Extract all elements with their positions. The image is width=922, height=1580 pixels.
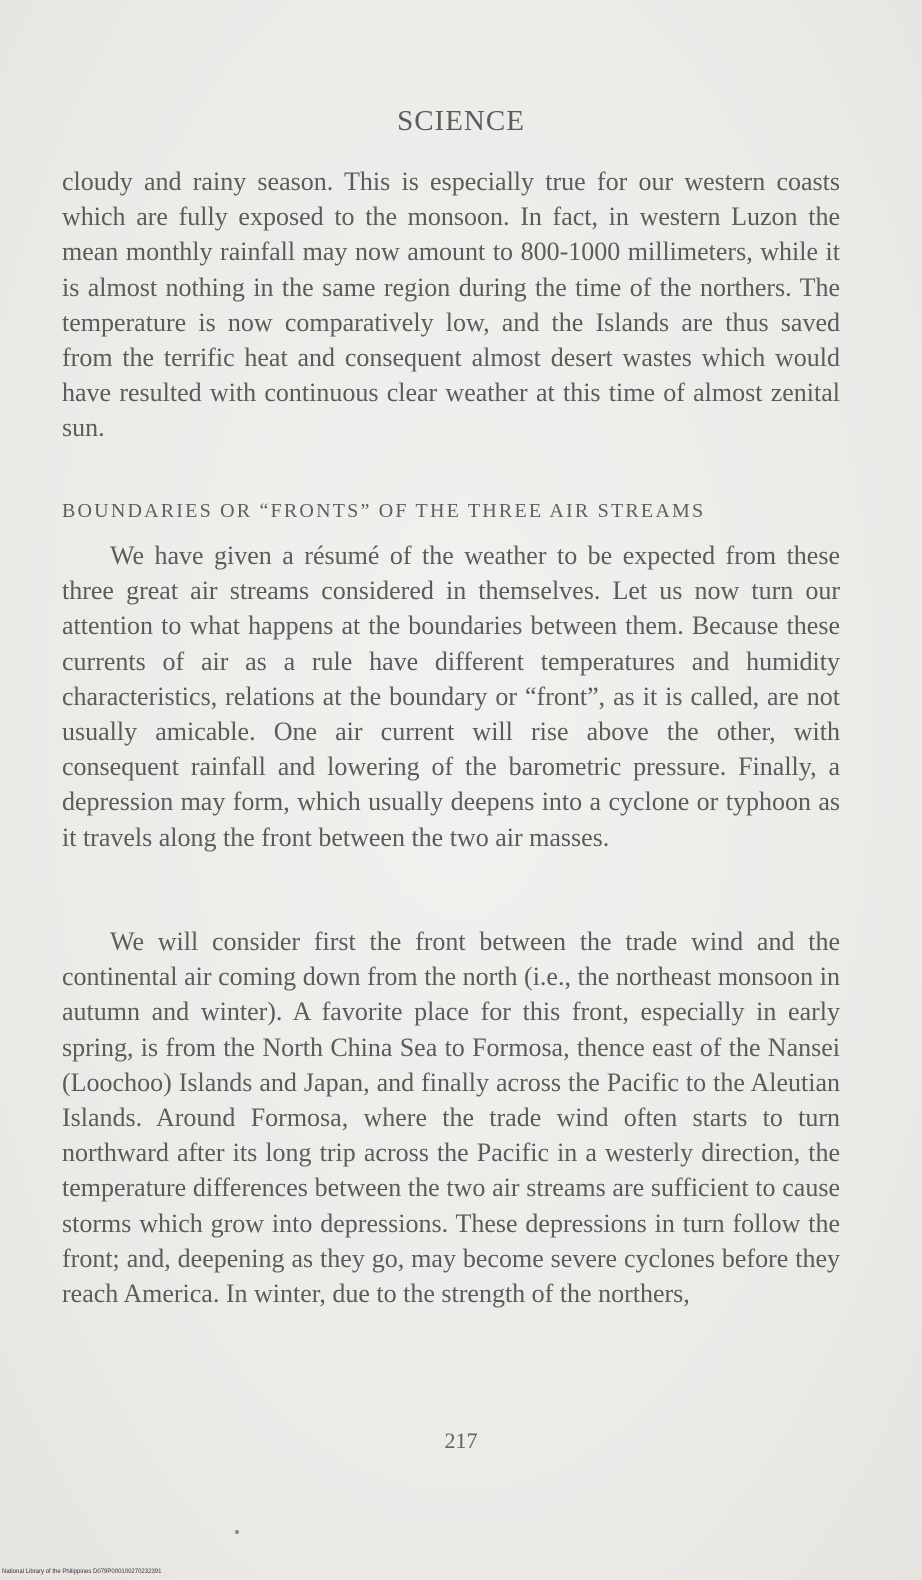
speck-mark [235, 1530, 239, 1534]
scan-credit: National Library of the Philippines D079P000100270232391 [2, 1569, 162, 1575]
paragraph-resume [62, 538, 840, 855]
page-number: 217 [444, 1428, 478, 1453]
paragraph-continuation [62, 164, 840, 446]
paragraph-trade-wind-front [62, 924, 840, 1311]
paragraph-text: We will consider first the front between the trade wind and the continental air coming down from the north (i.e., the northeast monsoon in autumn and winter). A favorite place for this front, especially in early spring, is from the North China Sea to Formosa, thence east of the Nansei (Loochoo) Islands and Japan, and finally across the Pacific to the Aleutian Islands. Around Formosa, where the trade wind often starts to turn northward after its long trip across the Pacific in a westerly direction, the temperature differences between the two air streams are sufficient to cause storms which grow into depressions. These depressions in turn follow the front; and, deepening as they go, may become severe cyclones before they reach America. In winter, due to the strength of the northers, [62, 927, 840, 1309]
paragraph-text: We have given a résumé of the weather to be expected from these three great air streams considered in themselves. Let us now turn our attention to what happens at the boundaries between them. Because these currents of air as a rule have different temperatures and humidity characteristics, relations at the boundary or “front”, as it is called, are not usually amicable. One air current will rise above the other, with consequent rainfall and lowering of the barometric pressure. Finally, a depression may form, which usually deepens into a cyclone or typhoon as it travels along the front between the two air masses. [62, 541, 840, 852]
section-heading: BOUNDARIES OR “FRONTS” OF THE THREE AIR STREAMS [62, 500, 706, 522]
running-header: SCIENCE [397, 105, 525, 137]
paragraph-text: cloudy and rainy season. This is especially true for our western coasts which are fully exposed to the monsoon. In fact, in western Luzon the mean monthly rainfall may now amount to 800-1000 millimeters, while it is almost nothing in the same region during the time of the northers. The temperature is now comparatively low, and the Islands are thus saved from the terrific heat and consequent almost desert wastes which would have resulted with continuous clear weather at this time of almost zenital sun. [62, 167, 840, 443]
